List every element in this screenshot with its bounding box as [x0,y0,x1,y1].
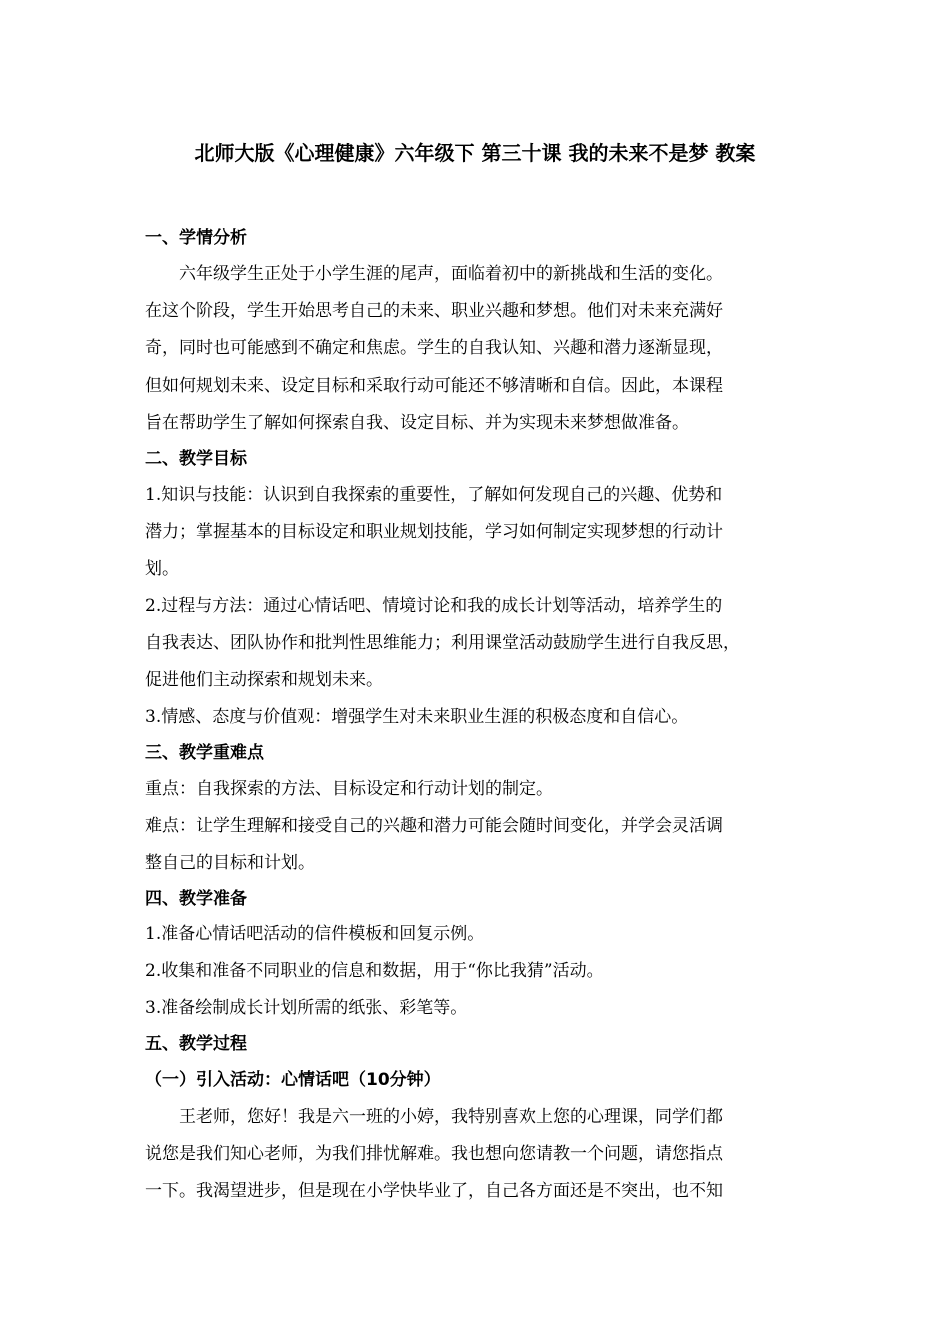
paragraph-line: 难点：让学生理解和接受自己的兴趣和潜力可能会随时间变化，并学会灵活调 [145,816,723,836]
section-heading-goals: 二、教学目标 [145,449,247,469]
document-title: 北师大版《心理健康》六年级下 第三十课 我的未来不是梦 教案 [194,141,756,165]
section-heading-preparation: 四、教学准备 [145,889,247,909]
paragraph-line: 1.准备心情话吧活动的信件模板和回复示例。 [145,924,485,944]
section-heading-process: 五、教学过程 [145,1034,247,1054]
paragraph-line: 2.过程与方法：通过心情话吧、情境讨论和我的成长计划等活动，培养学生的 [145,596,723,616]
section-heading-key-points: 三、教学重难点 [145,743,264,763]
paragraph-line: 奇，同时也可能感到不确定和焦虑。学生的自我认知、兴趣和潜力逐渐显现， [145,338,723,358]
paragraph-line: 3.情感、态度与价值观：增强学生对未来职业生涯的积极态度和自信心。 [145,707,689,727]
paragraph-line: 六年级学生正处于小学生涯的尾声，面临着初中的新挑战和生活的变化。 [179,264,723,284]
paragraph-line: 1.知识与技能：认识到自我探索的重要性，了解如何发现自己的兴趣、优势和 [145,485,723,505]
paragraph-line: 重点：自我探索的方法、目标设定和行动计划的制定。 [145,779,553,799]
paragraph-line: 3.准备绘制成长计划所需的纸张、彩笔等。 [145,998,468,1018]
paragraph-line: 划。 [145,559,179,579]
subsection-heading: （一）引入活动：心情话吧（10分钟） [145,1070,441,1090]
paragraph-line: 自我表达、团队协作和批判性思维能力；利用课堂活动鼓励学生进行自我反思， [145,633,740,653]
paragraph-line: 在这个阶段，学生开始思考自己的未来、职业兴趣和梦想。他们对未来充满好 [145,301,723,321]
section-heading-analysis: 一、学情分析 [145,228,247,248]
paragraph-line: 但如何规划未来、设定目标和采取行动可能还不够清晰和自信。因此，本课程 [145,376,723,396]
paragraph-line: 一下。我渴望进步，但是现在小学快毕业了，自己各方面还是不突出，也不知 [145,1181,723,1201]
paragraph-line: 说您是我们知心老师，为我们排忧解难。我也想向您请教一个问题，请您指点 [145,1144,723,1164]
paragraph-line: 2.收集和准备不同职业的信息和数据，用于“你比我猜”活动。 [145,961,604,981]
paragraph-line: 旨在帮助学生了解如何探索自我、设定目标、并为实现未来梦想做准备。 [145,413,689,433]
paragraph-line: 促进他们主动探索和规划未来。 [145,670,383,690]
paragraph-line: 王老师，您好！我是六一班的小婷，我特别喜欢上您的心理课，同学们都 [179,1107,723,1127]
paragraph-line: 潜力；掌握基本的目标设定和职业规划技能，学习如何制定实现梦想的行动计 [145,522,723,542]
paragraph-line: 整自己的目标和计划。 [145,853,315,873]
